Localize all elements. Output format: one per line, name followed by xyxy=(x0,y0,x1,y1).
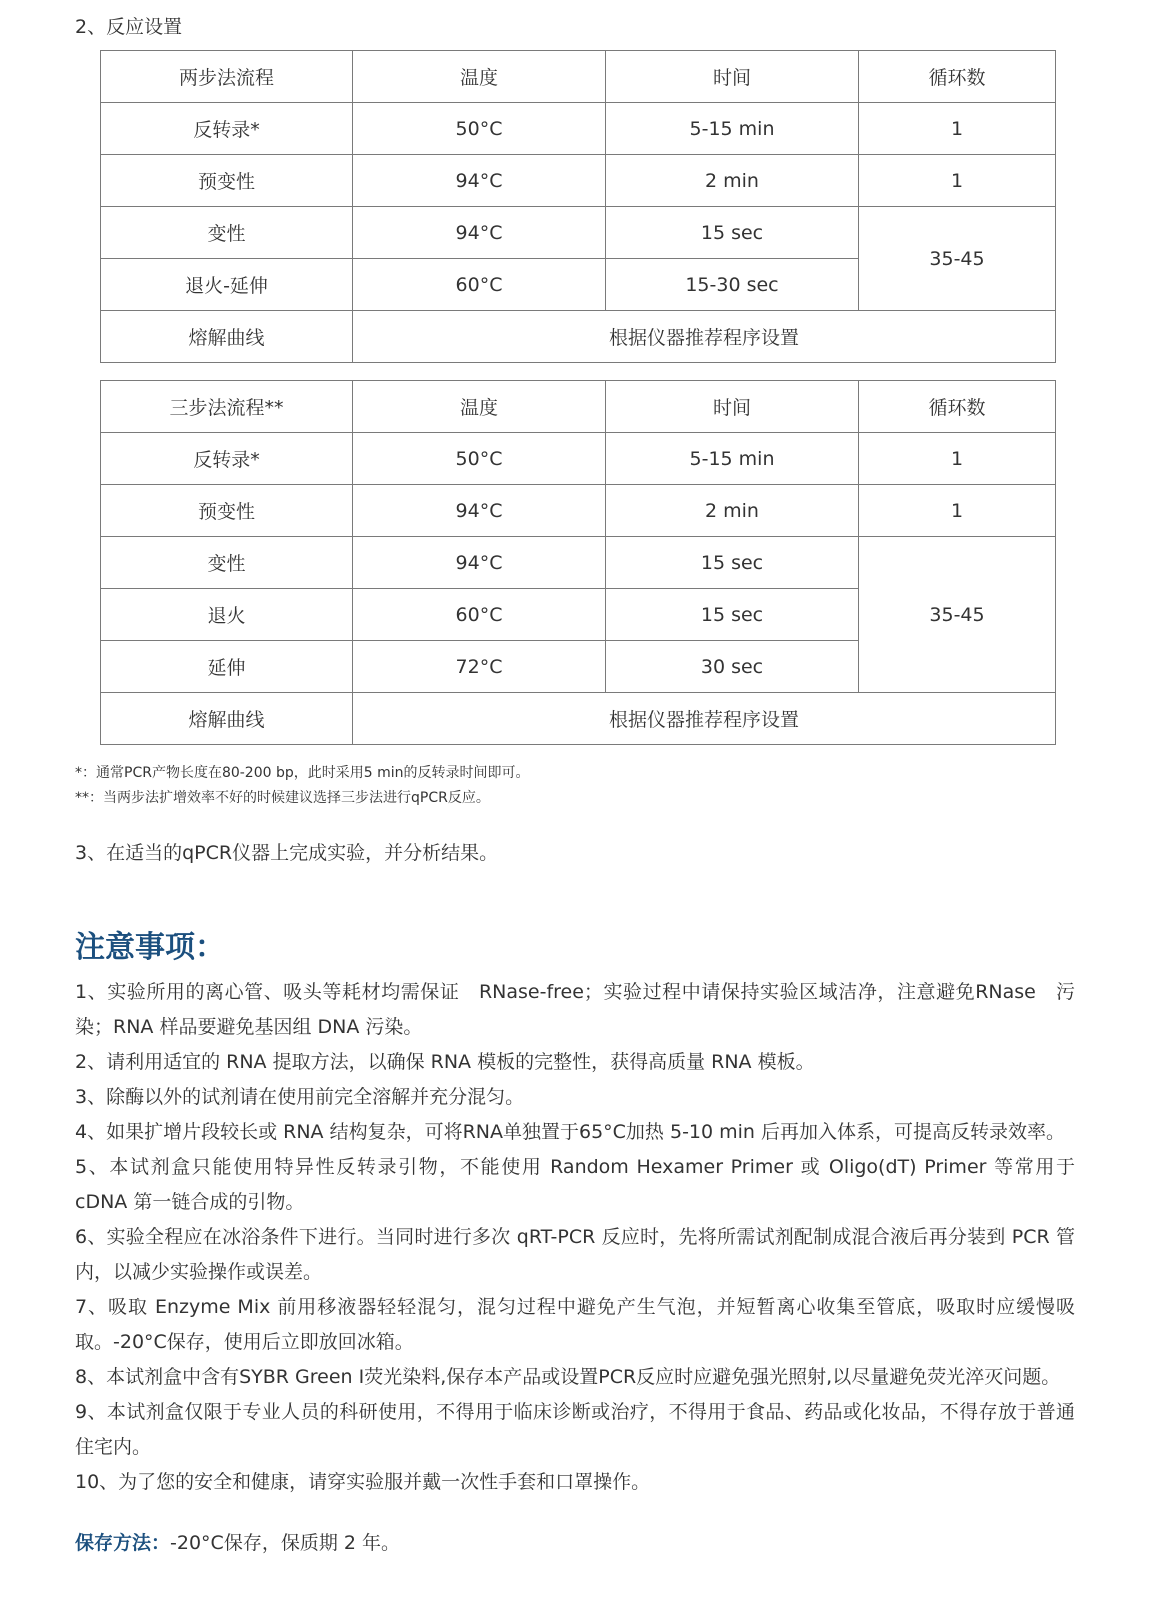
list-item: 2、请利用适宜的 RNA 提取方法，以确保 RNA 模板的完整性，获得高质量 RNA 模板。 xyxy=(75,1051,815,1073)
step-cell: 预变性 xyxy=(101,485,353,537)
merged-cycles-cell: 35-45 xyxy=(859,537,1056,693)
notes-list xyxy=(75,975,1075,1500)
footnote: *：通常PCR产物长度在80-200 bp，此时采用5 min的反转录时间即可。 xyxy=(75,765,530,781)
temperature-cell: 72°C xyxy=(353,641,606,693)
table-header-row xyxy=(101,51,1056,103)
time-cell: 5-15 min xyxy=(606,433,859,485)
cycles-cell: 1 xyxy=(859,433,1056,485)
storage-label: 保存方法： xyxy=(75,1532,171,1554)
list-item: 6、实验全程应在冰浴条件下进行。当同时进行多次 qRT-PCR 反应时，先将所需试剂配制成混合液后再分装到 PCR 管内，以减少实验操作或误差。 xyxy=(75,1226,1075,1283)
step-cell: 反转录* xyxy=(101,433,353,485)
melt-curve-label-cell: 熔解曲线 xyxy=(101,311,353,363)
header-cell: 循环数 xyxy=(859,381,1056,433)
temperature-cell: 94°C xyxy=(353,155,606,207)
header-cell: 时间 xyxy=(606,51,859,103)
list-item: 1、实验所用的离心管、吸头等耗材均需保证 RNase-free；实验过程中请保持实验区域洁净，注意避免RNase 污染；RNA 样品要避免基因组 DNA 污染。 xyxy=(75,981,1075,1038)
list-item: 10、为了您的安全和健康，请穿实验服并戴一次性手套和口罩操作。 xyxy=(75,1471,651,1493)
table-row xyxy=(101,155,1056,207)
cycles-cell: 1 xyxy=(859,103,1056,155)
temperature-cell: 94°C xyxy=(353,207,606,259)
table-row xyxy=(101,693,1056,745)
list-item: 8、本试剂盒中含有SYBR Green I荧光染料,保存本产品或设置PCR反应时应避免强光照射,以尽量避免荧光淬灭问题。 xyxy=(75,1366,1061,1388)
three-step-protocol-table xyxy=(100,380,1056,745)
cycles-cell: 1 xyxy=(859,155,1056,207)
temperature-cell: 60°C xyxy=(353,259,606,311)
melt-curve-value-cell: 根据仪器推荐程序设置 xyxy=(353,693,1056,745)
time-cell: 5-15 min xyxy=(606,103,859,155)
list-item: 5、本试剂盒只能使用特异性反转录引物，不能使用 Random Hexamer Primer 或 Oligo(dT) Primer 等常用于 cDNA 第一链合成的引物。 xyxy=(75,1156,1075,1213)
table-row xyxy=(101,207,1056,259)
cycles-cell: 1 xyxy=(859,485,1056,537)
list-item: 9、本试剂盒仅限于专业人员的科研使用，不得用于临床诊断或治疗，不得用于食品、药品或化妆品，不得存放于普通住宅内。 xyxy=(75,1401,1075,1458)
temperature-cell: 50°C xyxy=(353,433,606,485)
storage-text: -20°C保存，保质期 2 年。 xyxy=(170,1532,400,1554)
storage-line xyxy=(75,1528,400,1555)
table-row xyxy=(101,485,1056,537)
time-cell: 30 sec xyxy=(606,641,859,693)
notes-title: 注意事项： xyxy=(75,930,225,965)
merged-cycles-cell: 35-45 xyxy=(859,207,1056,311)
temperature-cell: 50°C xyxy=(353,103,606,155)
time-cell: 15 sec xyxy=(606,207,859,259)
header-cell: 循环数 xyxy=(859,51,1056,103)
table-row xyxy=(101,103,1056,155)
header-cell: 温度 xyxy=(353,51,606,103)
step2-heading: 2、反应设置 xyxy=(75,16,183,38)
list-item: 7、吸取 Enzyme Mix 前用移液器轻轻混匀，混匀过程中避免产生气泡，并短暂离心收集至管底，吸取时应缓慢吸取。-20°C保存，使用后立即放回冰箱。 xyxy=(75,1296,1075,1353)
footnote: **：当两步法扩增效率不好的时候建议选择三步法进行qPCR反应。 xyxy=(75,790,490,806)
step-cell: 反转录* xyxy=(101,103,353,155)
list-item: 3、除酶以外的试剂请在使用前完全溶解并充分混匀。 xyxy=(75,1086,525,1108)
step-cell: 变性 xyxy=(101,537,353,589)
temperature-cell: 60°C xyxy=(353,589,606,641)
step-cell: 延伸 xyxy=(101,641,353,693)
header-cell: 温度 xyxy=(353,381,606,433)
step-cell: 变性 xyxy=(101,207,353,259)
table-row xyxy=(101,311,1056,363)
header-cell: 时间 xyxy=(606,381,859,433)
temperature-cell: 94°C xyxy=(353,537,606,589)
table-row xyxy=(101,433,1056,485)
temperature-cell: 94°C xyxy=(353,485,606,537)
time-cell: 15 sec xyxy=(606,589,859,641)
two-step-protocol-table xyxy=(100,50,1056,363)
time-cell: 15-30 sec xyxy=(606,259,859,311)
step3-text: 3、在适当的qPCR仪器上完成实验，并分析结果。 xyxy=(75,842,499,864)
melt-curve-value-cell: 根据仪器推荐程序设置 xyxy=(353,311,1056,363)
header-cell: 两步法流程 xyxy=(101,51,353,103)
step-cell: 退火-延伸 xyxy=(101,259,353,311)
step-cell: 预变性 xyxy=(101,155,353,207)
time-cell: 15 sec xyxy=(606,537,859,589)
list-item: 4、如果扩增片段较长或 RNA 结构复杂，可将RNA单独置于65°C加热 5-10 min 后再加入体系，可提高反转录效率。 xyxy=(75,1121,1066,1143)
step-cell: 退火 xyxy=(101,589,353,641)
time-cell: 2 min xyxy=(606,155,859,207)
time-cell: 2 min xyxy=(606,485,859,537)
melt-curve-label-cell: 熔解曲线 xyxy=(101,693,353,745)
header-cell: 三步法流程** xyxy=(101,381,353,433)
table-row xyxy=(101,537,1056,589)
table-header-row xyxy=(101,381,1056,433)
